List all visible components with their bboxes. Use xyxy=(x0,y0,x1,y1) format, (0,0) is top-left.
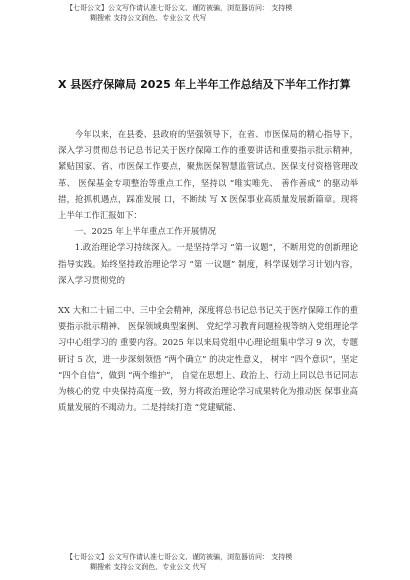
header-banner-line-1: 【七哥公文】公文写作请认准七哥公文、谨防被骗，浏览器访问： 支持模 xyxy=(66,4,293,12)
section-heading: 一、2025 年上半年重点工作开展情况 xyxy=(74,226,217,237)
footer-watermark-banner xyxy=(66,552,366,572)
header-banner-line-2: 糊搜索 支持公文润色、专业公文 代写 xyxy=(90,14,207,22)
footer-banner-line-1: 【七哥公文】公文写作请认准七哥公文、谨防被骗，浏览器访问： 支持模 xyxy=(66,553,293,561)
body-paragraph: 1.政治理论学习持续深入。一是坚持学习 “第一议题”，不断用党的创新理论指导实践。始终坚持政治理论学习 “第 一议题” 制度，科学谋划学习计划内容，深入学习贯彻党的 xyxy=(58,242,358,285)
footer-banner-line-2: 糊搜索 支持公文润色、专业公文 代写 xyxy=(90,563,207,571)
document-body xyxy=(58,126,358,415)
body-paragraph: XX 大和二十届二中、三中全会精神，深度将总书记总书记关于医疗保障工作的重要指示批示精神、 医保领域典型案例、 党纪学习教育问题检视等纳入党组理论学习中心组学习的 重要内容。2025 年以来局党组中心理论组集中学习 9 次，专题研讨 5 次，进一步深刻领悟 “两个确立” 的决定性意义， 树牢 “四个意识”，坚定 “四个自信”，做到 “两个维护”， 自觉在思想上、政治上、行动上同以总书记同志为核心的党 中央保持高度一致，努力将政治理论学习成果转化为推动医 保事业高质量发展的不竭动力。二是持续打造 “党建赋能、 xyxy=(58,305,358,413)
header-watermark-banner xyxy=(66,3,366,23)
document-title: X 县医疗保障局 2025 年上半年工作总结及下半年工作打算 xyxy=(58,78,351,91)
intro-paragraph: 今年以来，在县委、县政府的坚强领导下，在省、市医保局的精心指导下，深入学习贯彻总书记总书记关于医疗保障工作的重要讲话和重要指示批示精神，紧贴国家、省、市医保工作要点，聚焦医保智慧监管试点、医保支付资格管理改革、 医保基金专项整治等重点工作，坚持以 “唯实唯先、 善作善成” 的驱动举措，抢抓机遇点，踩准发展 口，不断续 写 X 医保事业高质量发展新篇章。现将上半年工作汇报如下： xyxy=(58,129,358,221)
